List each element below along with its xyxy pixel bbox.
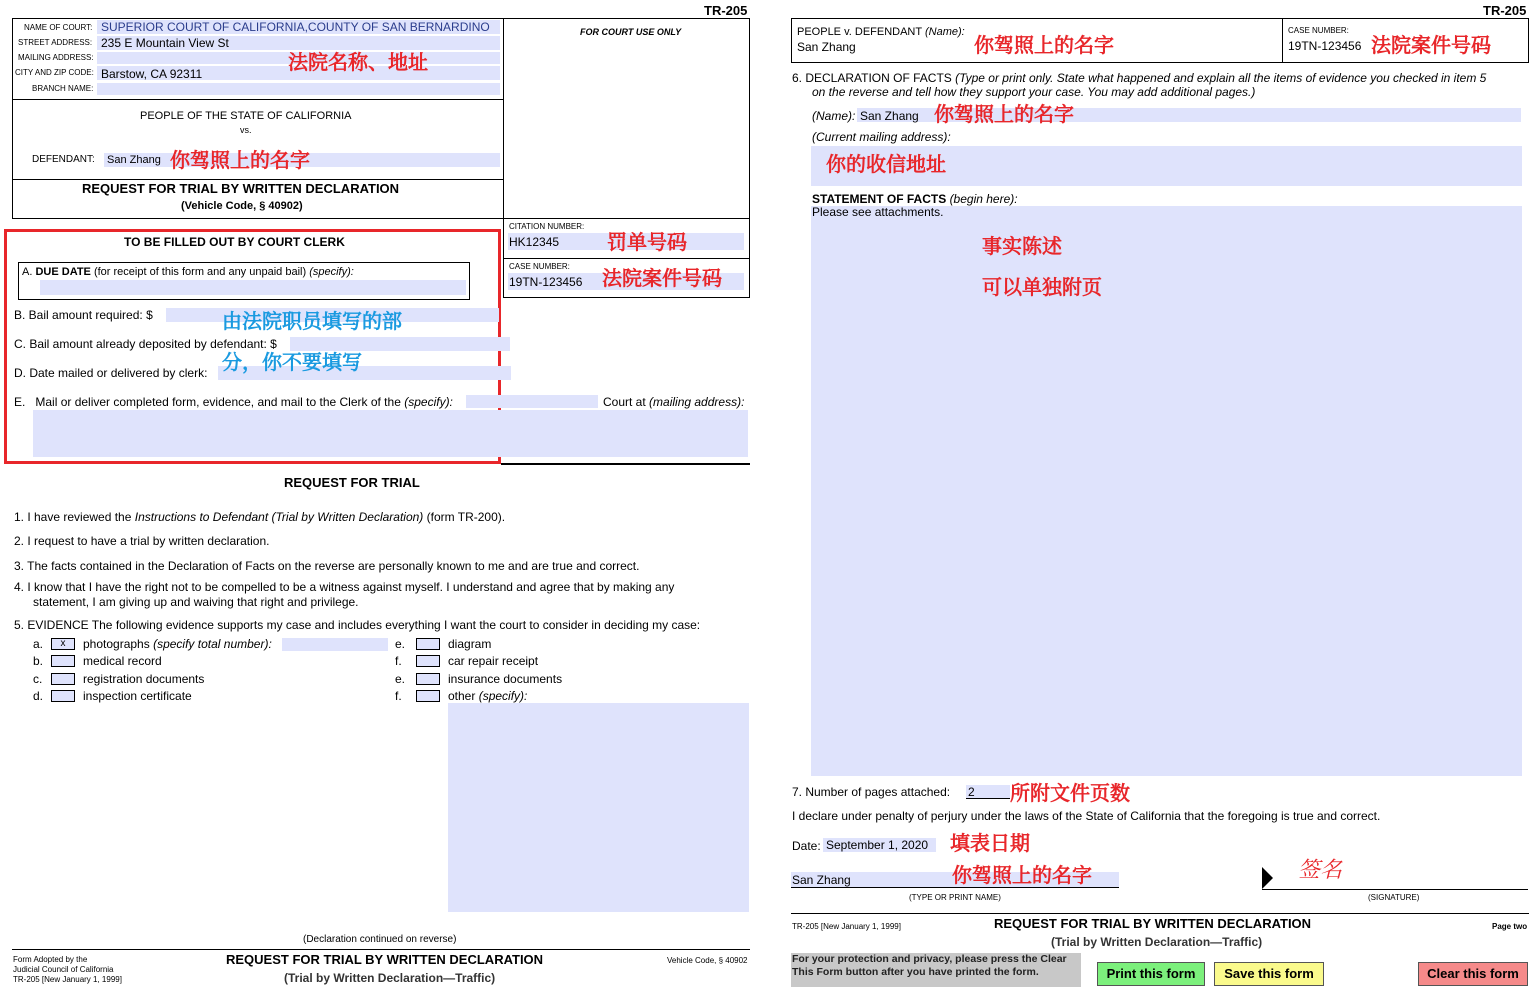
evidence-e2-label: insurance documents: [448, 672, 563, 686]
item6-line2: on the reverse and tell how they support your case. You may add additional pages.): [812, 85, 1256, 99]
evidence-f-label: car repair receipt: [448, 654, 539, 668]
annotation-case-number: 法院案件号码: [602, 266, 722, 290]
form-id-page1: TR-205: [704, 3, 748, 18]
perjury-statement: I declare under penalty of perjury under the laws of the State of California that the foregoing is true and correct.: [792, 809, 1381, 823]
due-date-bold: DUE DATE: [35, 266, 91, 278]
form-title-page1: REQUEST FOR TRIAL BY WRITTEN DECLARATION: [82, 181, 400, 196]
city-zip-label: CITY AND ZIP CODE:: [15, 68, 94, 77]
page2-footer-left: TR-205 [New January 1, 1999]: [792, 922, 901, 931]
evidence-e2-checkbox[interactable]: [416, 673, 440, 685]
request-item-2: 2. I request to have a trial by written declaration.: [14, 534, 270, 548]
statement-of-facts-text: Please see attachments.: [812, 205, 944, 219]
item6-line1: [792, 71, 1486, 85]
evidence-f2-checkbox[interactable]: [416, 690, 440, 702]
bail-required-label: B. Bail amount required: $: [14, 308, 153, 322]
statement-of-facts-label: [812, 192, 1018, 206]
evidence-f2-label: [448, 689, 527, 703]
mail-deliver-num: E.: [14, 395, 26, 409]
annotation-fill-date: 填表日期: [950, 831, 1030, 855]
evidence-e2-letter: e.: [395, 672, 406, 686]
annotation-clerk-part-2: 分，你不要填写: [222, 350, 362, 374]
annotation-clerk-part-1: 由法院职员填写的部: [222, 309, 402, 333]
court-at-mailing: (mailing address):: [649, 395, 745, 409]
evidence-d-checkbox[interactable]: [51, 690, 75, 702]
mail-deliver-specify: (specify):: [404, 395, 453, 409]
annotation-statement-1: 事实陈述: [982, 234, 1062, 258]
bail-deposited-field[interactable]: [290, 337, 510, 351]
item7-label: 7. Number of pages attached:: [792, 785, 951, 799]
evidence-a-label: [83, 637, 272, 651]
page1-footer-subtitle: (Trial by Written Declaration—Traffic): [284, 971, 496, 985]
citation-number-value: HK12345: [509, 235, 560, 249]
print-name-value: San Zhang: [792, 873, 851, 887]
page1-footer-title: REQUEST FOR TRIAL BY WRITTEN DECLARATION: [226, 952, 544, 967]
page2-header-divider: [1282, 18, 1283, 63]
pages-attached-value: 2: [968, 785, 975, 799]
signature-caption: (SIGNATURE): [1368, 893, 1420, 902]
privacy-note-text: For your protection and privacy, please press the Clear This Form button after you have printed the form.: [792, 953, 1067, 978]
signature-line[interactable]: [1262, 889, 1528, 890]
people-v-defendant-text: PEOPLE v. DEFENDANT: [797, 26, 922, 38]
court-name-label: NAME OF COURT:: [24, 23, 93, 32]
case-number-value: 19TN-123456: [509, 275, 583, 289]
evidence-a-checkbox[interactable]: x: [51, 638, 75, 650]
court-use-only-label: FOR COURT USE ONLY: [580, 27, 682, 37]
evidence-f-letter: f.: [395, 654, 402, 668]
request-item-4-line1: 4. I know that I have the right not to be compelled to be a witness against myself. I understand and agree that by making any: [14, 580, 675, 594]
print-form-button[interactable]: Print this form: [1097, 962, 1205, 986]
annotation-mailing-address: 你的收信地址: [826, 152, 946, 176]
page-two-label: Page two: [1492, 922, 1528, 931]
clerk-of-field[interactable]: [466, 395, 598, 408]
due-date-specify: (specify):: [309, 266, 354, 278]
evidence-e-checkbox[interactable]: [416, 638, 440, 650]
clerk-section-rule: [501, 463, 750, 465]
adopted-line-1: Form Adopted by the: [13, 955, 88, 964]
evidence-c-letter: c.: [33, 672, 43, 686]
defendant-value: San Zhang: [107, 154, 161, 166]
evidence-c-checkbox[interactable]: [51, 673, 75, 685]
type-or-print-name-caption: (TYPE OR PRINT NAME): [909, 893, 1001, 902]
statement-of-facts-field[interactable]: [811, 206, 1522, 776]
request-item-4-line2: statement, I am giving up and waiving that right and privilege.: [33, 595, 359, 609]
signature-hint: 签名: [1298, 858, 1343, 883]
page2-name-label: (Name):: [812, 109, 856, 123]
form-subtitle-page1: (Vehicle Code, § 40902): [181, 200, 303, 212]
statement-of-facts-italic: (begin here):: [949, 192, 1018, 206]
annotation-court-name-address: 法院名称、地址: [288, 50, 428, 74]
evidence-f2-text: other: [448, 689, 476, 703]
page2-case-label: CASE NUMBER:: [1288, 26, 1349, 35]
branch-name-field[interactable]: [97, 83, 500, 95]
page2-footer-subtitle: (Trial by Written Declaration—Traffic): [1051, 935, 1263, 949]
evidence-f-checkbox[interactable]: [416, 655, 440, 667]
evidence-a-extra: (specify total number):: [153, 637, 272, 651]
evidence-a-text: photographs: [83, 637, 150, 651]
court-at-label: [603, 395, 744, 409]
evidence-f2-letter: f.: [395, 689, 402, 703]
evidence-b-label: medical record: [83, 654, 162, 668]
other-evidence-field[interactable]: [448, 703, 749, 912]
defendant-label: DEFENDANT:: [32, 154, 95, 165]
court-name-value: SUPERIOR COURT OF CALIFORNIA,COUNTY OF SAN BERNARDINO: [101, 20, 490, 34]
mail-deliver-text: Mail or deliver completed form, evidence, and mail to the Clerk of the: [35, 395, 401, 409]
request-item-1-post: (form TR-200).: [423, 510, 506, 524]
people-caption: PEOPLE OF THE STATE OF CALIFORNIA: [140, 110, 352, 122]
item6-head: 6. DECLARATION OF FACTS: [792, 71, 952, 85]
page2-case-value: 19TN-123456: [1288, 39, 1362, 53]
branch-name-label: BRANCH NAME:: [32, 84, 94, 93]
clear-form-button[interactable]: Clear this form: [1418, 962, 1528, 986]
court-use-only-box: [503, 18, 750, 219]
vs-caption: vs.: [240, 125, 252, 135]
save-form-button[interactable]: Save this form: [1214, 962, 1324, 986]
due-date-num: A.: [22, 266, 33, 278]
evidence-d-letter: d.: [33, 689, 44, 703]
annotation-page2-case-number: 法院案件号码: [1371, 33, 1491, 57]
evidence-e-label: diagram: [448, 637, 492, 651]
page2-defendant-value: San Zhang: [797, 40, 856, 54]
citation-case-divider: [503, 258, 750, 259]
court-mailing-address-field[interactable]: [33, 410, 748, 457]
item6-italic-1: (Type or print only. State what happened and explain all the items of evidence you checked in item 5: [955, 71, 1487, 85]
people-v-defendant-italic: (Name):: [924, 26, 965, 38]
page2-name-field-value: San Zhang: [860, 109, 919, 123]
annotation-page2-name: 你驾照上的名字: [974, 33, 1114, 57]
date-label: Date:: [792, 839, 821, 853]
statement-of-facts-bold: STATEMENT OF FACTS: [812, 192, 947, 206]
request-item-1: [14, 510, 505, 524]
court-at-text: Court at: [603, 395, 646, 409]
citation-number-label: CITATION NUMBER:: [509, 222, 585, 231]
adopted-line-2: Judicial Council of California: [13, 965, 114, 974]
annotation-citation-number: 罚单号码: [607, 230, 687, 254]
date-value: September 1, 2020: [826, 838, 929, 852]
request-item-1-pre: 1. I have reviewed the: [14, 510, 135, 524]
annotation-defendant-name: 你驾照上的名字: [170, 148, 310, 172]
mailing-address-label: MAILING ADDRESS:: [18, 53, 94, 62]
annotation-pages-attached: 所附文件页数: [1010, 781, 1130, 805]
due-date-rest: (for receipt of this form and any unpaid bail): [93, 266, 307, 278]
page2-footer-rule: [791, 913, 1529, 914]
request-item-5: 5. EVIDENCE The following evidence supports my case and includes everything I want the court to consider in deciding my case:: [14, 618, 701, 632]
request-item-3: 3. The facts contained in the Declaration of Facts on the reverse are personally known to me and are true and correct.: [14, 559, 640, 573]
case-number-label: CASE NUMBER:: [509, 262, 570, 271]
due-date-field[interactable]: [40, 280, 466, 295]
declaration-continued: (Declaration continued on reverse): [303, 934, 457, 945]
evidence-d-label: inspection certificate: [83, 689, 192, 703]
evidence-f2-extra: (specify):: [478, 689, 528, 703]
annotation-print-name: 你驾照上的名字: [952, 863, 1092, 887]
evidence-c-label: registration documents: [83, 672, 205, 686]
evidence-b-checkbox[interactable]: [51, 655, 75, 667]
photographs-count-field[interactable]: [282, 638, 388, 651]
evidence-e-letter: e.: [395, 637, 406, 651]
due-date-label: [22, 265, 354, 279]
clerk-heading: TO BE FILLED OUT BY COURT CLERK: [124, 235, 345, 249]
request-item-1-italic: Instructions to Defendant (Trial by Written Declaration): [134, 510, 424, 524]
street-address-value: 235 E Mountain View St: [101, 36, 229, 50]
annotation-page2-name-field: 你驾照上的名字: [934, 102, 1074, 126]
page2-footer-title: REQUEST FOR TRIAL BY WRITTEN DECLARATION: [994, 916, 1312, 931]
bail-deposited-label: C. Bail amount already deposited by defendant: $: [14, 337, 277, 351]
page1-vehicle-code: Vehicle Code, § 40902: [667, 956, 748, 965]
evidence-a-letter: a.: [33, 637, 44, 651]
mail-deliver-label: [14, 395, 453, 409]
annotation-statement-2: 可以单独附页: [982, 275, 1102, 299]
evidence-b-letter: b.: [33, 654, 44, 668]
signature-arrow-icon: [1262, 867, 1273, 889]
date-mailed-label: D. Date mailed or delivered by clerk:: [14, 366, 208, 380]
request-for-trial-heading: REQUEST FOR TRIAL: [284, 475, 420, 490]
adopted-line-3: TR-205 [New January 1, 1999]: [13, 975, 122, 984]
street-address-label: STREET ADDRESS:: [18, 38, 93, 47]
page1-footer-rule: [12, 949, 750, 950]
people-v-defendant-label: [797, 25, 965, 39]
city-zip-value: Barstow, CA 92311: [101, 67, 203, 81]
form-id-page2: TR-205: [1483, 3, 1527, 18]
mailing-address-label-page2: (Current mailing address):: [812, 130, 951, 144]
